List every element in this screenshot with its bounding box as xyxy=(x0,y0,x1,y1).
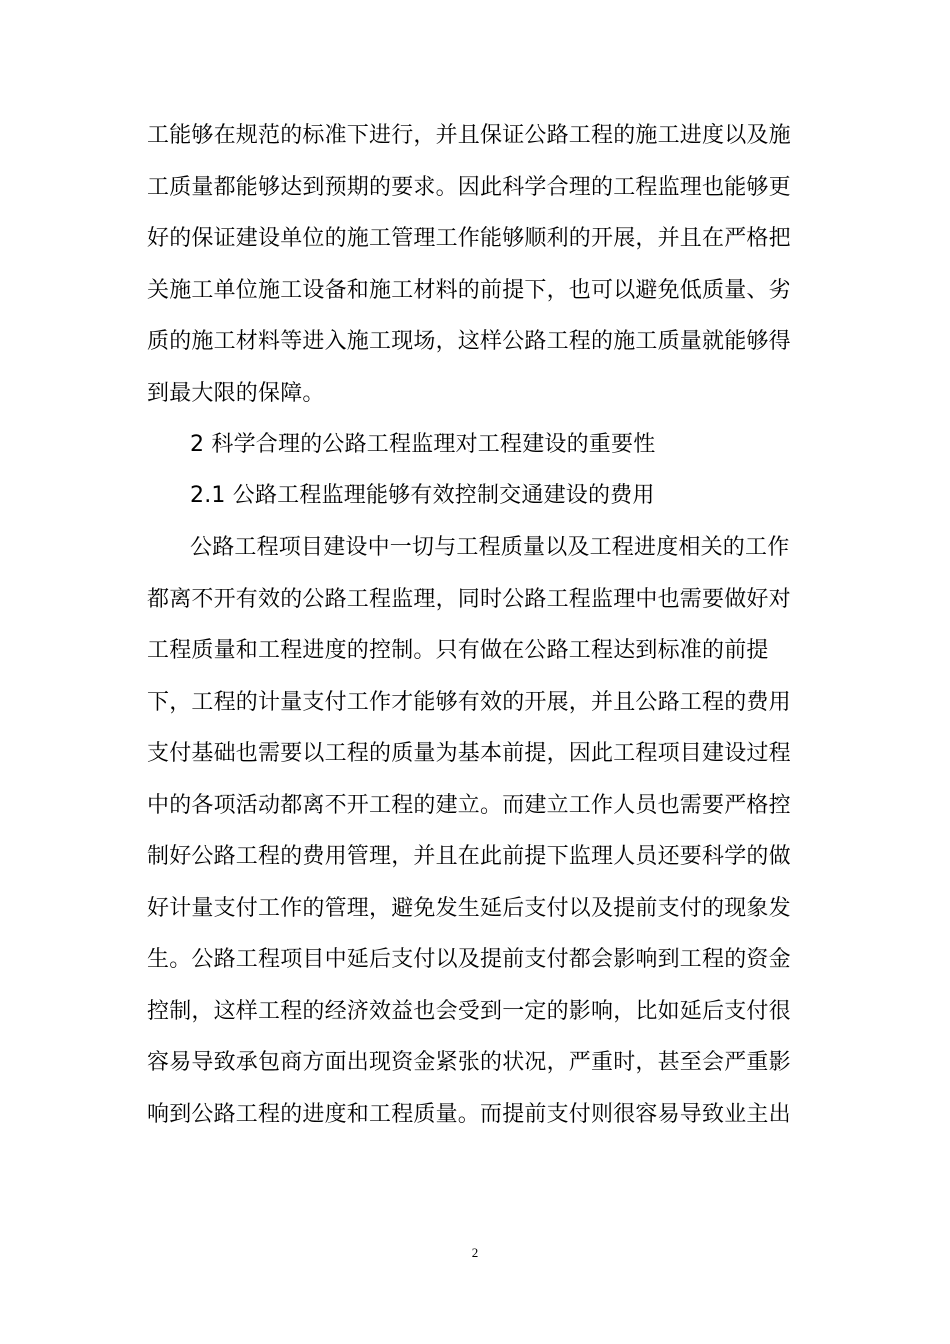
section-heading: 2 科学合理的公路工程监理对工程建设的重要性 xyxy=(190,432,656,457)
body-text-line: 生。公路工程项目中延后支付以及提前支付都会影响到工程的资金 xyxy=(147,947,791,972)
body-text-line: 支付基础也需要以工程的质量为基本前提，因此工程项目建设过程 xyxy=(147,741,791,766)
body-text-line: 好计量支付工作的管理，避免发生延后支付以及提前支付的现象发 xyxy=(147,896,791,921)
body-text-line: 控制，这样工程的经济效益也会受到一定的影响，比如延后支付很 xyxy=(147,999,791,1024)
subsection-heading: 2.1 公路工程监理能够有效控制交通建设的费用 xyxy=(190,483,655,508)
body-text-line: 关施工单位施工设备和施工材料的前提下，也可以避免低质量、劣 xyxy=(147,278,791,303)
body-text-line: 都离不开有效的公路工程监理，同时公路工程监理中也需要做好对 xyxy=(147,587,791,612)
body-text-line: 工程质量和工程进度的控制。只有做在公路工程达到标准的前提 xyxy=(147,638,769,663)
body-text-line: 响到公路工程的进度和工程质量。而提前支付则很容易导致业主出 xyxy=(147,1102,791,1127)
body-text-line: 中的各项活动都离不开工程的建立。而建立工作人员也需要严格控 xyxy=(147,793,791,818)
body-text-line: 公路工程项目建设中一切与工程质量以及工程进度相关的工作 xyxy=(190,535,790,560)
page-number: 2 xyxy=(471,1245,479,1260)
body-text-line: 制好公路工程的费用管理，并且在此前提下监理人员还要科学的做 xyxy=(147,844,791,869)
body-text-line: 好的保证建设单位的施工管理工作能够顺利的开展，并且在严格把 xyxy=(147,226,791,251)
body-text-line: 质的施工材料等进入施工现场，这样公路工程的施工质量就能够得 xyxy=(147,329,791,354)
body-text-line: 下，工程的计量支付工作才能够有效的开展，并且公路工程的费用 xyxy=(147,690,791,715)
body-text-line: 工能够在规范的标准下进行，并且保证公路工程的施工进度以及施 xyxy=(147,123,791,148)
body-text-line: 到最大限的保障。 xyxy=(147,381,325,406)
body-text-line: 容易导致承包商方面出现资金紧张的状况，严重时，甚至会严重影 xyxy=(147,1050,791,1075)
body-text-line: 工质量都能够达到预期的要求。因此科学合理的工程监理也能够更 xyxy=(147,175,791,200)
